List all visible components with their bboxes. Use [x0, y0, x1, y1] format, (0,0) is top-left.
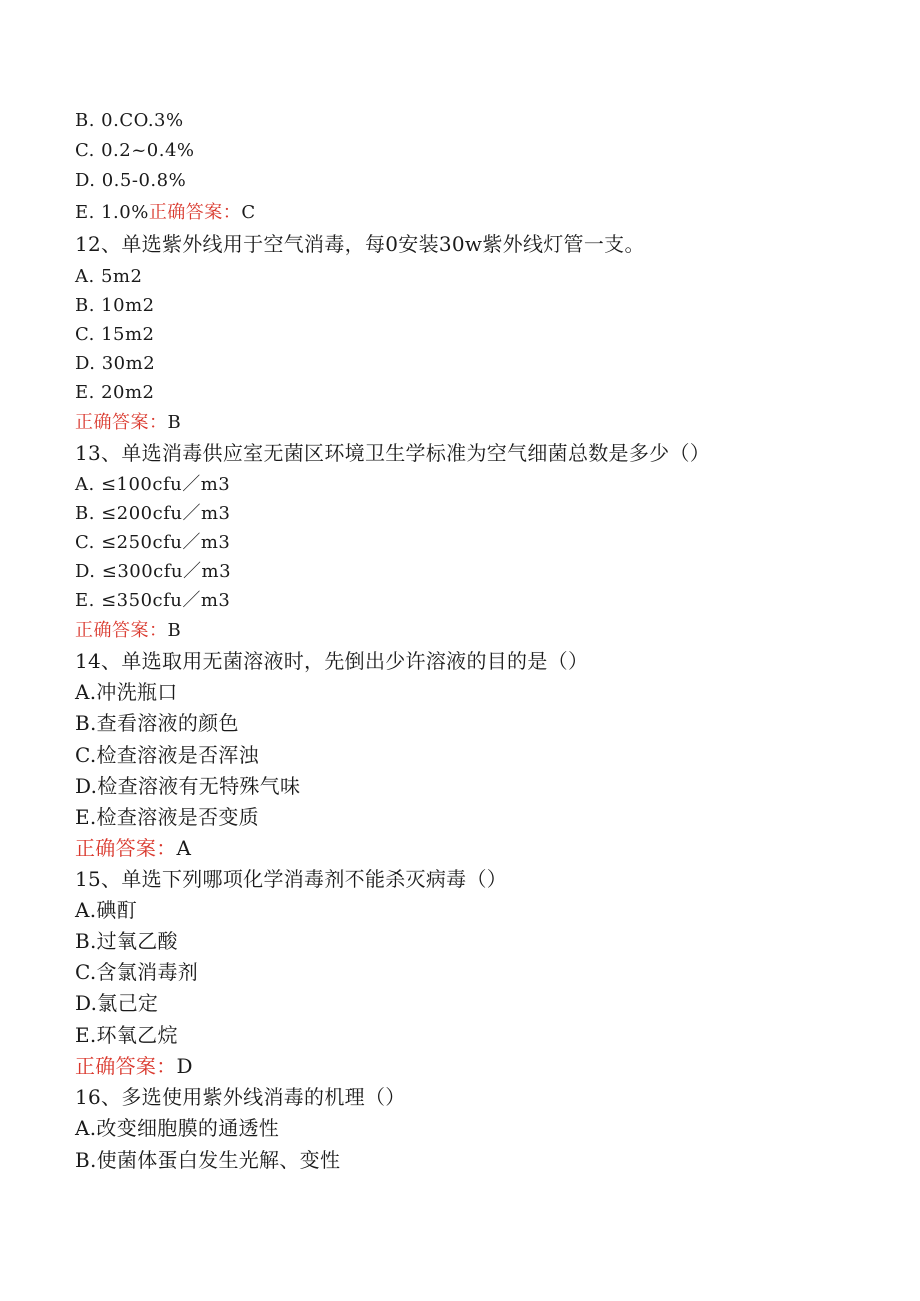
q13-question: 13、单选消毒供应室无菌区环境卫生学标准为空气细菌总数是多少（） [75, 441, 711, 465]
q12-answer [75, 411, 181, 435]
q15-answer-label: 正确答案： [75, 1054, 177, 1078]
q12-option-a: A. 5m2 [75, 266, 143, 287]
q11-option-d: D. 0.5-0.8% [75, 170, 187, 191]
q13-option-b: B. ≤200cfu／m3 [75, 503, 231, 524]
q14-option-c: C.检查溶液是否浑浊 [75, 743, 259, 767]
q15-option-c: C.含氯消毒剂 [75, 960, 199, 984]
q13-option-d: D. ≤300cfu／m3 [75, 561, 232, 582]
q13-option-e: E. ≤350cfu／m3 [75, 590, 231, 611]
q14-answer-label: 正确答案： [75, 836, 177, 860]
q11-option-b: B. 0.CO.3% [75, 110, 184, 131]
q14-option-b: B.查看溶液的颜色 [75, 711, 239, 735]
q12-answer-label: 正确答案： [75, 412, 168, 433]
q13-answer-label: 正确答案： [75, 620, 168, 641]
q13-option-c: C. ≤250cfu／m3 [75, 532, 231, 553]
q15-option-e: E.环氧乙烷 [75, 1023, 178, 1047]
q11-answer-label: 正确答案： [148, 202, 242, 223]
q15-option-d: D.氯己定 [75, 991, 159, 1015]
q14-answer-value: A [176, 836, 192, 860]
q14-option-d: D.检查溶液有无特殊气味 [75, 774, 301, 798]
q14-question: 14、单选取用无菌溶液时，先倒出少许溶液的目的是（） [75, 649, 589, 673]
q12-option-c: C. 15m2 [75, 324, 155, 345]
q11-option-c: C. 0.2~0.4% [75, 140, 195, 161]
q16-option-b: B.使菌体蛋白发生光解、变性 [75, 1148, 341, 1172]
q12-answer-value: B [167, 412, 182, 433]
q11-answer-value: C [241, 202, 256, 223]
q15-question: 15、单选下列哪项化学消毒剂不能杀灭病毒（） [75, 867, 508, 891]
q12-option-b: B. 10m2 [75, 295, 155, 316]
q14-option-a: A.冲洗瓶口 [75, 680, 178, 704]
q15-option-b: B.过氧乙酸 [75, 929, 178, 953]
q13-answer [75, 619, 181, 643]
q14-option-e: E.检查溶液是否变质 [75, 805, 259, 829]
q11-option-e: E. 1.0% [75, 202, 149, 223]
q15-option-a: A.碘酊 [75, 898, 138, 922]
q12-option-d: D. 30m2 [75, 353, 156, 374]
q11-option-e-with-answer [75, 201, 256, 225]
q15-answer [75, 1054, 193, 1078]
q13-option-a: A. ≤100cfu／m3 [75, 474, 231, 495]
q12-option-e: E. 20m2 [75, 382, 155, 403]
q14-answer [75, 836, 191, 860]
q13-answer-value: B [167, 620, 182, 641]
q15-answer-value: D [176, 1054, 193, 1078]
q16-question: 16、多选使用紫外线消毒的机理（） [75, 1085, 406, 1109]
q12-question: 12、单选紫外线用于空气消毒，每0安装30w紫外线灯管一支。 [75, 232, 645, 256]
q16-option-a: A.改变细胞膜的通透性 [75, 1116, 280, 1140]
